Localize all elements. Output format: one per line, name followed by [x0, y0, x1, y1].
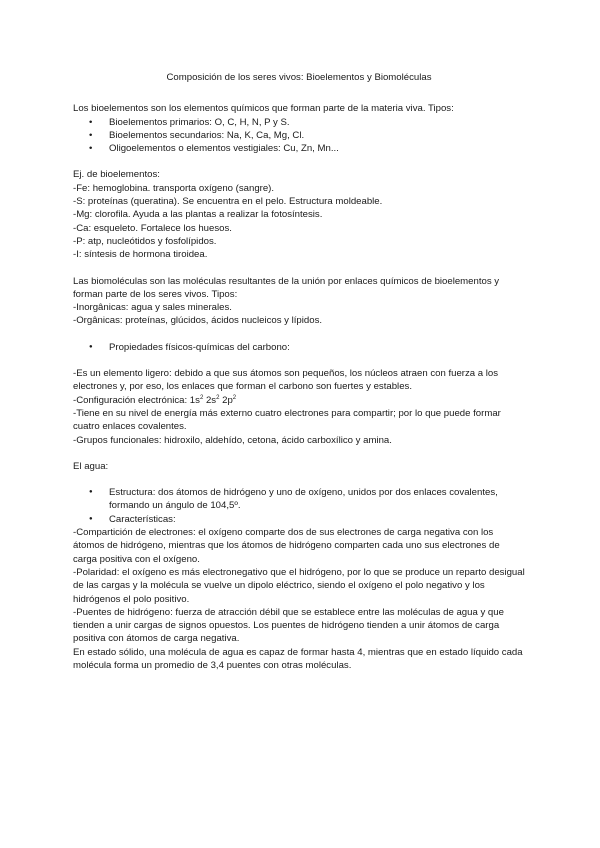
examples-heading: Ej. de bioelementos:: [73, 169, 160, 181]
water-structure: ● Estructura: dos átomos de hidrógeno y uno de oxígeno, unidos por dos enlaces covalentes, formando un ángulo de 104,5º.: [73, 486, 525, 513]
carbon-electrons: -Tiene en su nivel de energía más externo cuatro electrones para compartir; por lo que puede formar cuatro enlaces covalentes.: [73, 407, 501, 433]
water-solid: En estado sólido, una molécula de agua es capaz de formar hasta 4, mientras que en estado líquido cada molécula forma un promedio de 3,4 puentes con otras moléculas.: [73, 646, 523, 671]
water-list: [73, 486, 525, 526]
config-orbital: 2s: [203, 394, 217, 406]
carbon-config: [73, 394, 525, 407]
biomolecule-type: -Inorgânicas: agua y sales minerales.: [73, 302, 232, 314]
config-exponent: 2: [232, 394, 237, 401]
config-exponent: 2: [216, 394, 220, 401]
carbon-heading-list: [73, 341, 525, 354]
config-orbital: 2p: [219, 394, 233, 406]
config-prefix: -Configuración electrónica:: [73, 394, 190, 406]
example-line: -Ca: esqueleto. Fortalece los huesos.: [73, 222, 232, 234]
water-polarity: -Polaridad: el oxígeno es más electronegativo que el hidrógeno, por lo que se produce un reparto desigual de las cargas y la molécula se vuelve un dipolo eléctrico, siendo el oxígeno el polo negativo y los hidrógenos el polo positivo.: [73, 566, 525, 605]
water-hbonds: -Puentes de hidrógeno: fuerza de atracción débil que se establece entre las moléculas de agua y que tienden a unir cargas de signos opuestos. Los puentes de hidrógeno tienden a unir átomos de carga positiva con átomos de carga negativa.: [73, 606, 504, 645]
bioelements-intro: Los bioelementos son los elementos químicos que forman parte de la materia viva. Tipos:: [73, 103, 454, 115]
list-item: • Bioelementos secundarios: Na, K, Ca, Mg, Cl.: [73, 129, 525, 142]
example-line: -P: atp, nucleótidos y fosfolípidos.: [73, 235, 217, 247]
document-body: [73, 71, 525, 672]
document-title: Composición de los seres vivos: Bioelementos y Biomoléculas: [166, 72, 432, 83]
bioelement-types-list: [73, 116, 525, 156]
list-item: • Bioelementos primarios: O, C, H, N, P y S.: [73, 116, 525, 129]
water-characteristics: ● Características:: [73, 513, 525, 526]
config-orbital: 1s: [189, 394, 200, 406]
carbon-heading: ● Propiedades físicos-químicas del carbono:: [73, 341, 525, 354]
config-exponent: 2: [199, 394, 204, 401]
biomolecule-type: -Orgânicas: proteínas, glúcidos, ácidos nucleicos y lípidos.: [73, 315, 323, 327]
example-line: -I: síntesis de hormona tiroidea.: [73, 249, 208, 261]
water-heading: El agua:: [73, 460, 109, 472]
example-line: -Fe: hemoglobina. transporta oxígeno (sangre).: [73, 182, 275, 194]
carbon-groups: -Grupos funcionales: hidroxilo, aldehído, cetona, ácido carboxílico y amina.: [73, 434, 392, 446]
carbon-light: -Es un elemento ligero: debido a que sus átomos son pequeños, los núcleos atraen con fuerza a los electrones y, por eso, los enlaces que forman el carbono son fuertes y estables.: [73, 368, 499, 393]
water-sharing: -Compartición de electrones: el oxígeno comparte dos de sus electrones de carga negativa con los átomos de hidrógeno, mientras que los átomos de hidrógeno comparten cada uno sus electrones de carga positiva con el oxígeno.: [73, 527, 500, 565]
biomolecules-intro: Las biomoléculas son las moléculas resultantes de la unión por enlaces químicos de bioelementos y forman parte de los seres vivos. Tipos:: [73, 275, 500, 300]
example-line: -S: proteínas (queratina). Se encuentra en el pelo. Estructura moldeable.: [73, 196, 383, 208]
example-line: -Mg: clorofila. Ayuda a las plantas a realizar la fotosíntesis.: [73, 209, 323, 221]
list-item: • Oligoelementos o elementos vestigiales: Cu, Zn, Mn...: [73, 142, 525, 155]
